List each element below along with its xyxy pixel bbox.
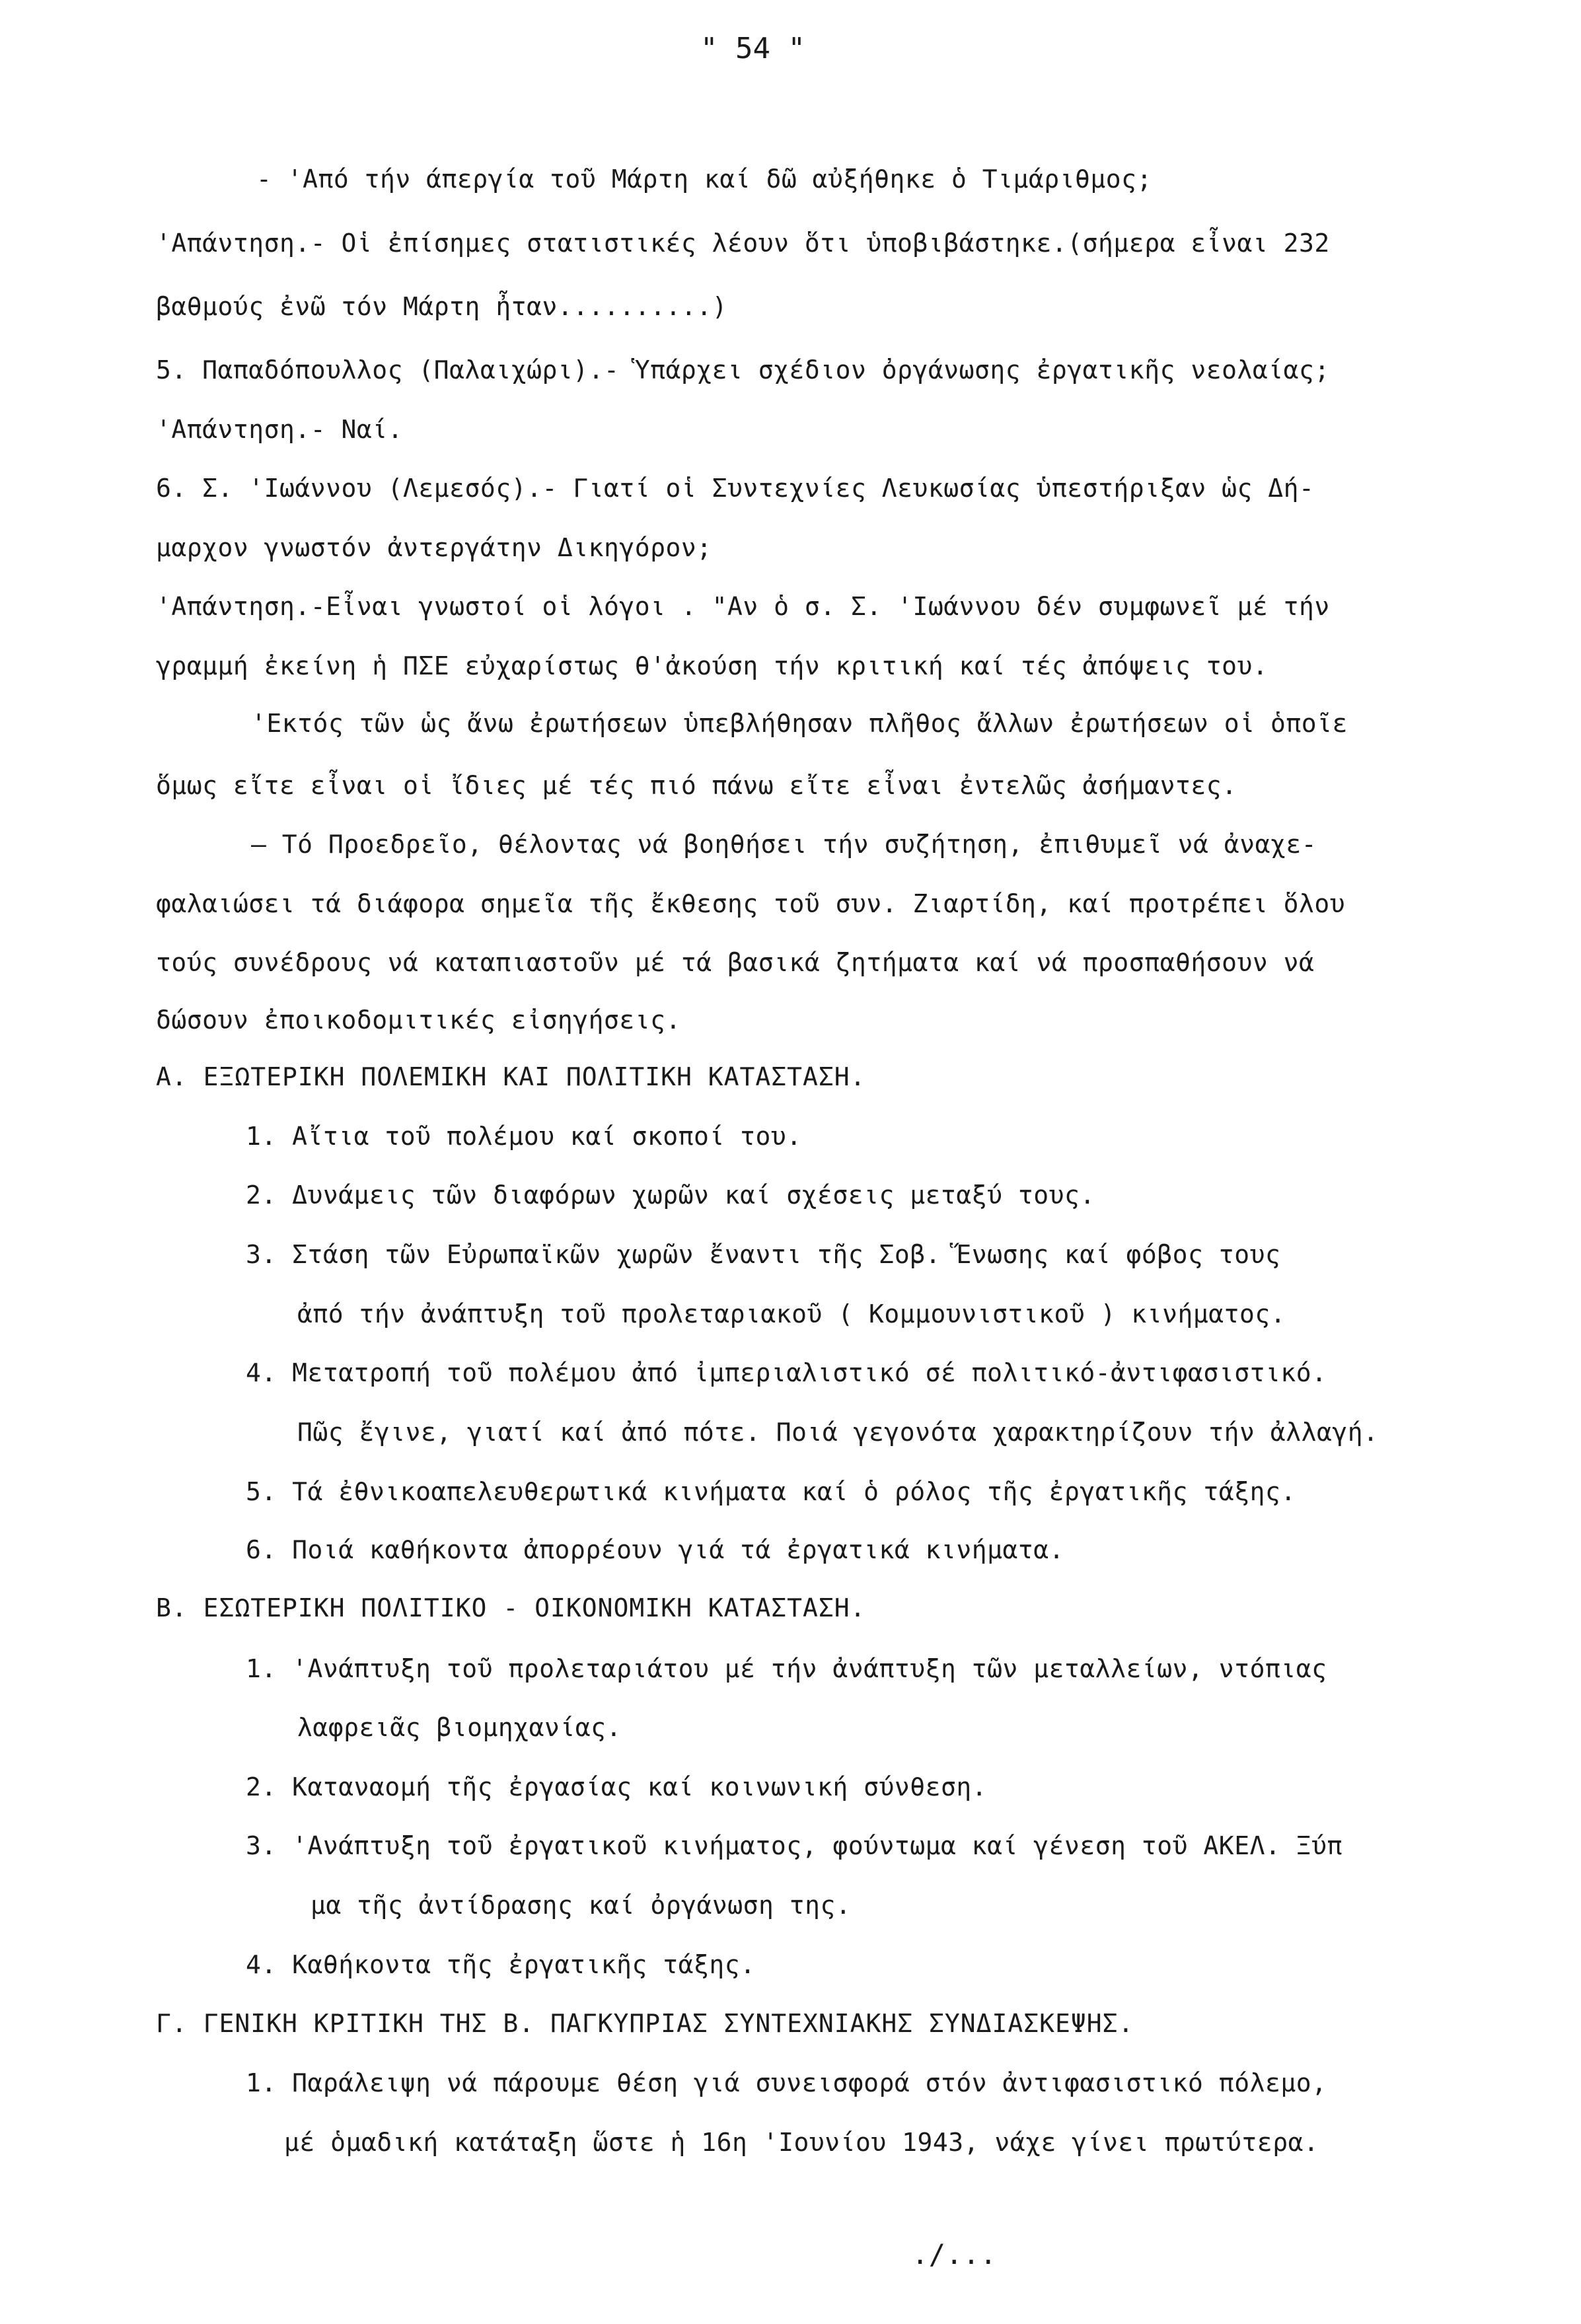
list-item-continuation: Πῶς ἔγινε, γιατί καί ἀπό πότε. Ποιά γεγονότα χαρακτηρίζουν τήν ἀλλαγή. [297,1418,1379,1447]
text-line: 6. Σ. 'Ιωάννου (Λεμεσός).- Γιατί οἱ Συντεχνίες Λευκωσίας ὑπεστήριξαν ὡς Δή- [156,474,1315,503]
list-item-continuation: ἀπό τήν ἀνάπτυξη τοῦ προλεταριακοῦ ( Κομμουνιστικοῦ ) κινήματος. [297,1299,1286,1328]
text-line: δώσουν ἐποικοδομιτικές εἰσηγήσεις. [156,1005,681,1035]
text-line: - 'Από τήν άπεργία τοῦ Μάρτη καί δῶ αὐξήθηκε ὁ Τιμάριθμος; [256,164,1152,194]
text-line: 'Απάντηση.-Εἶναι γνωστοί οἱ λόγοι . "Αν ὁ σ. Σ. 'Ιωάννου δέν συμφωνεῖ μέ τήν [156,592,1330,621]
list-item-continuation: μα τῆς ἀντίδρασης καί ὀργάνωση της. [311,1891,852,1920]
text-line: 'Απάντηση.- Οἱ ἐπίσημες στατιστικές λέουν ὅτι ὑποβιβάστηκε.(σήμερα εἶναι 232 [156,229,1330,258]
list-item: 4. Μετατροπή τοῦ πολέμου ἀπό ἰμπεριαλιστικό σέ πολιτικό-ἀντιφασιστικό. [246,1358,1327,1387]
text-line: 'Εκτός τῶν ὡς ἄνω ἐρωτήσεων ὑπεβλήθησαν πλῆθος ἄλλων ἐρωτήσεων οἱ ὁποῖε [251,709,1348,738]
list-item: 1. Παράλειψη νά πάρουμε θέση γιά συνεισφορά στόν ἀντιφασιστικό πόλεμο, [246,2068,1327,2097]
list-item-continuation: μέ ὁμαδική κατάταξη ὥστε ἡ 16η 'Ιουνίου 1943, νάχε γίνει πρωτύτερα. [284,2128,1319,2157]
text-line: μαρχον γνωστόν ἀντεργάτην Δικηγόρον; [156,533,712,562]
text-line: 5. Παπαδόπουλλος (Παλαιχώρι).- Ὑπάρχει σχέδιον ὀργάνωσης ἐργατικῆς νεολαίας; [156,355,1330,384]
text-line: φαλαιώσει τά διάφορα σημεῖα τῆς ἔκθεσης τοῦ συν. Ζιαρτίδη, καί προτρέπει ὅλου [156,889,1346,918]
text-line: βαθμούς ἐνῶ τόν Μάρτη ἦταν..........) [156,292,727,321]
text-line: τούς συνέδρους νά καταπιαστοῦν μέ τά βασικά ζητήματα καί νά προσπαθήσουν νά [156,948,1315,977]
section-heading-a: Α. ΕΞΩΤΕΡΙΚΗ ΠΟΛΕΜΙΚΗ ΚΑΙ ΠΟΛΙΤΙΚΗ ΚΑΤΑΣΤΑΣΗ. [156,1062,866,1091]
list-item-continuation: λαφρειᾶς βιομηχανίας. [297,1713,622,1742]
list-item: 4. Καθήκοντα τῆς ἐργατικῆς τάξης. [246,1950,756,1979]
text-line: γραμμή ἐκείνη ἡ ΠΣΕ εὐχαρίστως θ'ἀκούση τήν κριτική καί τές ἀπόψεις του. [156,651,1268,680]
list-item: 6. Ποιά καθήκοντα ἀπορρέουν γιά τά ἐργατικά κινήματα. [246,1535,1065,1564]
list-item: 2. Δυνάμεις τῶν διαφόρων χωρῶν καί σχέσεις μεταξύ τους. [246,1180,1095,1210]
text-line: ὅμως εἴτε εἶναι οἱ ἴδιες μέ τές πιό πάνω εἴτε εἶναι ἐντελῶς ἀσήμαντες. [156,771,1237,800]
continuation-mark: ./... [912,2238,997,2270]
text-line: 'Απάντηση.- Ναί. [156,415,404,444]
text-line: — Τό Προεδρεῖο, θέλοντας νά βοηθήσει τήν συζήτηση, ἐπιθυμεῖ νά ἀναχε- [251,830,1317,859]
section-heading-b: Β. ΕΣΩΤΕΡΙΚΗ ΠΟΛΙΤΙΚΟ - ΟΙΚΟΝΟΜΙΚΗ ΚΑΤΑΣΤΑΣΗ. [156,1593,866,1622]
list-item: 1. 'Ανάπτυξη τοῦ προλεταριάτου μέ τήν ἀνάπτυξη τῶν μεταλλείων, ντόπιας [246,1654,1327,1683]
section-heading-c: Γ. ΓΕΝΙΚΗ ΚΡΙΤΙΚΗ ΤΗΣ Β. ΠΑΓΚΥΠΡΙΑΣ ΣΥΝΤΕΧΝΙΑΚΗΣ ΣΥΝΔΙΑΣΚΕΨΗΣ. [156,2009,1134,2038]
page-number: " 54 " [700,32,805,65]
list-item: 2. Καταναομή τῆς ἐργασίας καί κοινωνική σύνθεση. [246,1772,988,1801]
list-item: 5. Τά ἐθνικοαπελευθερωτικά κινήματα καί ὁ ρόλος τῆς ἐργατικῆς τάξης. [246,1477,1296,1506]
list-item: 3. 'Ανάπτυξη τοῦ ἐργατικοῦ κινήματος, φούντωμα καί γένεση τοῦ ΑΚΕΛ. Ξύπ [246,1831,1342,1860]
list-item: 1. Αἴτια τοῦ πολέμου καί σκοποί του. [246,1122,802,1151]
list-item: 3. Στάση τῶν Εὐρωπαϊκῶν χωρῶν ἔναντι τῆς Σοβ. Ἕνωσης καί φόβος τους [246,1240,1281,1269]
